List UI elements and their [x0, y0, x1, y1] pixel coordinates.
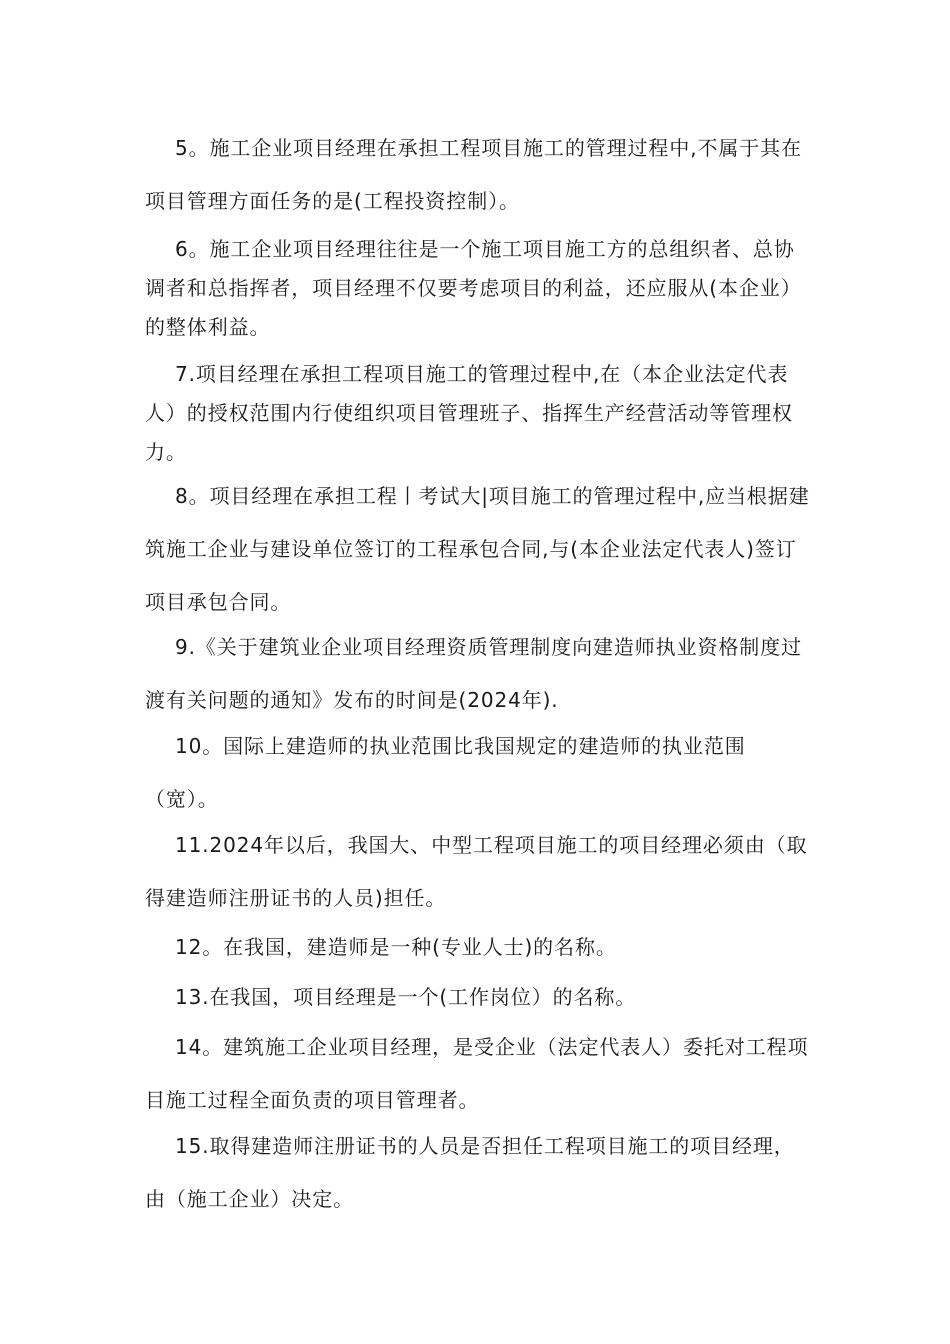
paragraph-15: 15.取得建造师注册证书的人员是否担任工程项目施工的项目经理，由（施工企业）决定。 — [145, 1134, 795, 1211]
paragraph-6: 6。施工企业项目经理往往是一个施工项目施工方的总组织者、总协调者和总指挥者，项目经理不仅要考虑项目的利益，还应服从(本企业）的整体利益。 — [145, 237, 802, 339]
paragraph-9: 9.《关于建筑业企业项目经理资质管理制度向建造师执业资格制度过渡有关问题的通知》发布的时间是(2024年). — [145, 635, 802, 712]
paragraph-10: 10。国际上建造师的执业范围比我国规定的建造师的执业范围（宽）。 — [145, 734, 746, 811]
paragraph-14: 14。建筑施工企业项目经理，是受企业（法定代表人）委托对工程项目施工过程全面负责的项目管理者。 — [145, 1035, 809, 1112]
paragraph-13: 13.在我国，项目经理是一个(工作岗位）的名称。 — [175, 985, 637, 1009]
paragraph-12: 12。在我国，建造师是一种(专业人士)的名称。 — [175, 935, 617, 959]
paragraph-5: 5。施工企业项目经理在承担工程项目施工的管理过程中,不属于其在项目管理方面任务的是(工程投资控制）。 — [145, 136, 802, 213]
paragraph-7: 7.项目经理在承担工程项目施工的管理过程中,在（本企业法定代表人）的授权范围内行使组织项目管理班子、指挥生产经营活动等管理权力。 — [145, 362, 793, 464]
paragraph-8: 8。项目经理在承担工程丨考试大|项目施工的管理过程中,应当根据建筑施工企业与建设单位签订的工程承包合同,与(本企业法定代表人)签订项目承包合同。 — [145, 484, 810, 614]
paragraph-11: 11.2024年以后，我国大、中型工程项目施工的项目经理必须由（取得建造师注册证书的人员)担任。 — [145, 833, 808, 910]
